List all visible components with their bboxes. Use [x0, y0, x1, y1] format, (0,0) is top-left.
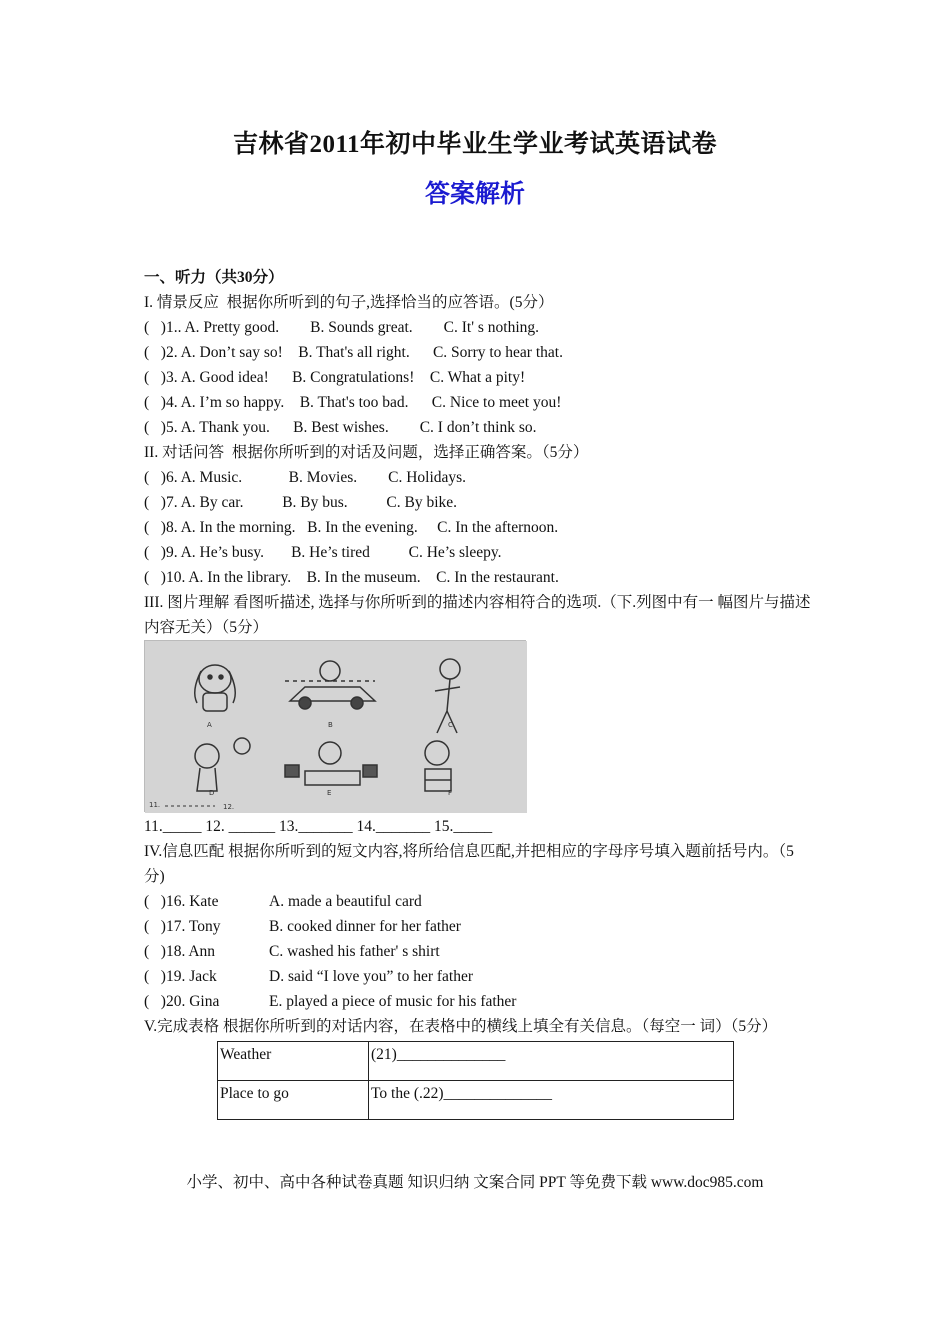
question-2: ( )2. A. Don’t say so! B. That's all right. C. Sorry to hear that. — [144, 344, 563, 361]
part3-heading: III. 图片理解 看图听描述, 选择与你所听到的描述内容相符合的选项.（下.列图中有一 幅图片与描述内容无关）（5分） — [144, 594, 811, 636]
table-label: Weather — [218, 1042, 369, 1081]
table-row — [218, 1042, 734, 1081]
table-value: (21)______________ — [369, 1042, 734, 1081]
label-e: E — [327, 789, 332, 797]
question-1: ( )1.. A. Pretty good. B. Sounds great. C. It' s nothing. — [144, 319, 540, 336]
exam-title: 吉林省2011年初中毕业生学业考试英语试卷 — [232, 131, 718, 158]
exam-content — [144, 265, 814, 1120]
footer-text: 小学、初中、高中各种试卷真题 知识归纳 文案合同 PPT 等免费下载 www.doc985.com — [186, 1174, 764, 1191]
part4-heading: IV.信息匹配 根据你所听到的短文内容,将所给信息匹配,并把相应的字母序号填入题前括号内。（5分) — [144, 843, 794, 885]
picture-answer-blanks: 11._____ 12. ______ 13._______ 14._______ 15._____ — [144, 818, 493, 835]
label-12: 12. — [223, 803, 235, 811]
label-f: F — [448, 789, 453, 797]
match-answer: B. cooked dinner for her father — [269, 918, 461, 935]
label-a: A — [207, 721, 212, 729]
match-question: ( )19. Jack — [144, 968, 217, 985]
listening-picture — [144, 640, 526, 812]
match-answer: D. said “I love you” to her father — [269, 968, 474, 985]
match-question: ( )16. Kate — [144, 893, 219, 910]
answer-subtitle: 答案解析 — [424, 181, 525, 208]
label-11: 11. — [149, 801, 161, 809]
match-row — [144, 914, 814, 939]
match-row — [144, 964, 814, 989]
picture-illustration — [145, 641, 527, 813]
match-row — [144, 939, 814, 964]
match-row — [144, 889, 814, 914]
part5-heading: V.完成表格 根据你所听到的对话内容，在表格中的横线上填全有关信息。（每空一 词）（5分） — [144, 1018, 778, 1035]
part2-heading: II. 对话问答 根据你所听到的对话及问题，选择正确答案。（5分） — [144, 444, 589, 461]
table-row — [218, 1081, 734, 1120]
match-answer: E. played a piece of music for his father — [269, 993, 517, 1010]
question-7: ( )7. A. By car. B. By bus. C. By bike. — [144, 494, 458, 511]
question-4: ( )4. A. I’m so happy. B. That's too bad. C. Nice to meet you! — [144, 394, 562, 411]
match-answer: A. made a beautiful card — [269, 893, 422, 910]
question-5: ( )5. A. Thank you. B. Best wishes. C. I don’t think so. — [144, 419, 537, 436]
question-10: ( )10. A. In the library. B. In the museum. C. In the restaurant. — [144, 569, 559, 586]
label-b: B — [328, 721, 333, 729]
question-8: ( )8. A. In the morning. B. In the evening. C. In the afternoon. — [144, 519, 559, 536]
table-value: To the (.22)______________ — [369, 1081, 734, 1120]
match-question: ( )20. Gina — [144, 993, 220, 1010]
label-d: D — [209, 789, 215, 797]
question-6: ( )6. A. Music. B. Movies. C. Holidays. — [144, 469, 467, 486]
label-c: C — [448, 721, 453, 729]
table-label: Place to go — [218, 1081, 369, 1120]
match-question: ( )18. Ann — [144, 943, 216, 960]
section-heading: 一、听力（共30分） — [144, 269, 284, 286]
info-table — [217, 1041, 734, 1120]
match-answer: C. washed his father' s shirt — [269, 943, 440, 960]
question-3: ( )3. A. Good idea! B. Congratulations! C. What a pity! — [144, 369, 526, 386]
question-9: ( )9. A. He’s busy. B. He’s tired C. He’s sleepy. — [144, 544, 502, 561]
match-row — [144, 989, 814, 1014]
part1-heading: I. 情景反应 根据你所听到的句子,选择恰当的应答语。(5分） — [144, 294, 554, 311]
match-question: ( )17. Tony — [144, 918, 221, 935]
